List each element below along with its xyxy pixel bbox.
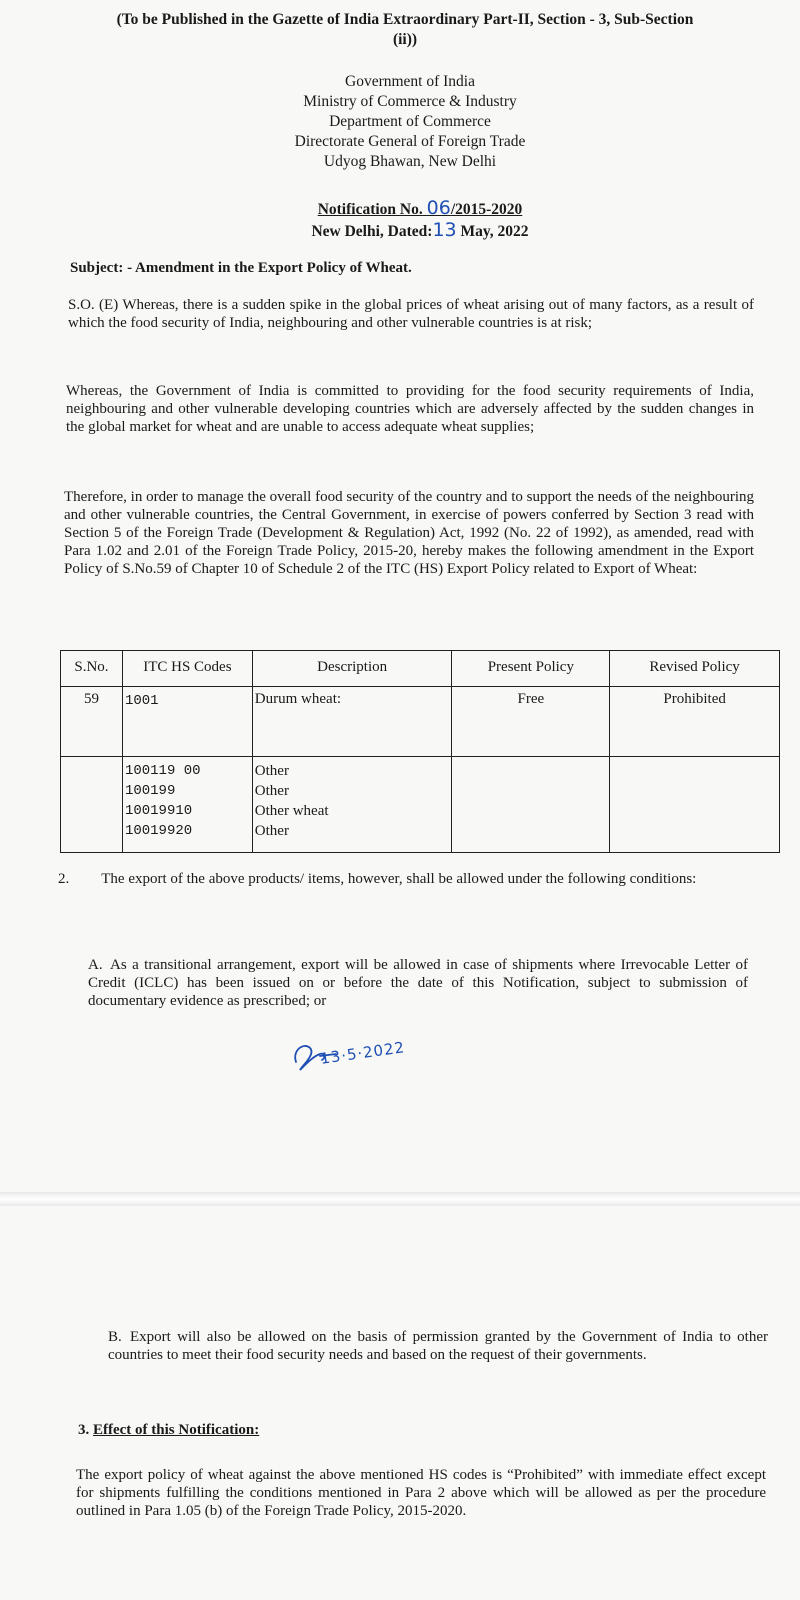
notification-number xyxy=(240,198,600,220)
cell-present-policy-empty xyxy=(452,757,610,853)
issuing-authority-header xyxy=(200,72,620,172)
cell-description-list xyxy=(252,757,452,853)
gazette-line-2: (ii)) xyxy=(392,31,418,48)
signature-mark xyxy=(290,1032,450,1092)
page-sheet-2 xyxy=(0,1206,800,1600)
col-header-hs-codes: ITC HS Codes xyxy=(122,651,252,687)
notification-date xyxy=(240,220,600,242)
paragraph-conditions-text: The export of the above products/ items, however, shall be allowed under the following conditions: xyxy=(101,871,697,887)
hs-code-item: 10019910 xyxy=(124,803,193,819)
notification-date-suffix: May, 2022 xyxy=(460,223,529,240)
description-item: Other xyxy=(254,823,289,839)
condition-b-text: Export will also be allowed on the basis of permission granted by the Government of India to other countries to meet their food security needs and based on the request of their governments. xyxy=(108,1329,768,1363)
signature-date: 13·5·2022 xyxy=(319,1038,407,1068)
paragraph-whereas-commitment: Whereas, the Government of India is committed to providing for the food security requirements of India, neighbouring and other vulnerable developing countries which are adversely affected by the sudden changes in the global market for wheat and are unable to access adequate wheat supplies; xyxy=(66,383,754,435)
subject-line: Subject: - Amendment in the Export Policy of Wheat. xyxy=(70,260,412,276)
notification-block xyxy=(240,198,600,242)
hs-code-item: 100199 xyxy=(124,783,176,799)
header-line-government: Government of India xyxy=(345,73,475,90)
header-line-ministry: Ministry of Commerce & Industry xyxy=(303,93,517,110)
cell-hs-code: 1001 xyxy=(122,687,252,757)
condition-a xyxy=(88,956,748,1010)
hs-code-item: 10019920 xyxy=(124,823,193,839)
paragraph-number: 2. xyxy=(58,871,70,887)
table-row xyxy=(61,687,780,757)
page-separator xyxy=(0,1192,800,1206)
notification-suffix: /2015-2020 xyxy=(450,201,523,218)
condition-a-label: A. xyxy=(88,957,103,973)
notification-dated-prefix: New Delhi, Dated: xyxy=(311,223,433,240)
condition-b-label: B. xyxy=(108,1329,122,1345)
table-row xyxy=(61,757,780,853)
cell-description: Durum wheat: xyxy=(252,687,452,757)
condition-a-text: As a transitional arrangement, export will be allowed in case of shipments where Irrevocable Letter of Credit (ICLC) has been issued on or before the date of this Notification, subject to submission of documentary evidence as prescribed; or xyxy=(88,957,748,1009)
notification-number-handwritten: 06 xyxy=(426,197,451,219)
col-header-sno: S.No. xyxy=(61,651,123,687)
gazette-publication-note xyxy=(0,10,800,50)
paragraph-whereas-prices: S.O. (E) Whereas, there is a sudden spike in the global prices of wheat arising out of many factors, as a result of which the food security of India, neighbouring and other vulnerable countries is at risk; xyxy=(68,297,754,331)
table-header-row xyxy=(61,651,780,687)
col-header-present-policy: Present Policy xyxy=(452,651,610,687)
cell-sno: 59 xyxy=(61,687,123,757)
condition-b xyxy=(108,1328,768,1364)
header-line-directorate: Directorate General of Foreign Trade xyxy=(294,133,526,150)
col-header-description: Description xyxy=(252,651,452,687)
description-item: Other xyxy=(254,763,289,779)
export-policy-table xyxy=(60,650,780,853)
col-header-revised-policy: Revised Policy xyxy=(610,651,780,687)
effect-title: Effect of this Notification: xyxy=(93,1422,260,1438)
paragraph-conditions xyxy=(58,870,748,888)
notification-date-handwritten: 13 xyxy=(432,219,457,241)
cell-sno-empty xyxy=(61,757,123,853)
paragraph-therefore: Therefore, in order to manage the overall food security of the country and to support the needs of the neighbouring and other vulnerable countries, the Central Government, in exercise of powers conferred by Section 3 read with Section 5 of the Foreign Trade (Development & Regulation) Act, 1992 (No. 22 of 1992), as amended, read with Para 1.02 and 2.01 of the Foreign Trade Policy, 2015-20, hereby makes the following amendment in the Export Policy of S.No.59 of Chapter 10 of Schedule 2 of the ITC (HS) Export Policy related to Export of Wheat: xyxy=(64,489,754,577)
header-line-address: Udyog Bhawan, New Delhi xyxy=(323,153,497,170)
cell-revised-policy: Prohibited xyxy=(610,687,780,757)
gazette-line-1: (To be Published in the Gazette of India Extraordinary Part-II, Section - 3, Sub-Section xyxy=(116,11,694,28)
cell-present-policy: Free xyxy=(452,687,610,757)
effect-number: 3. xyxy=(78,1422,90,1438)
header-line-department: Department of Commerce xyxy=(329,113,491,130)
notification-prefix: Notification No. xyxy=(317,201,423,218)
effect-heading xyxy=(78,1422,259,1439)
description-item: Other wheat xyxy=(254,803,329,819)
description-item: Other xyxy=(254,783,289,799)
hs-code-item: 100119 00 xyxy=(124,763,201,779)
cell-hs-code-list xyxy=(122,757,252,853)
cell-revised-policy-empty xyxy=(610,757,780,853)
effect-paragraph: The export policy of wheat against the above mentioned HS codes is “Prohibited” with immediate effect except for shipments fulfilling the conditions mentioned in Para 2 above which will be allowed as per the procedure outlined in Para 1.05 (b) of the Foreign Trade Policy, 2015-2020. xyxy=(76,1467,766,1519)
